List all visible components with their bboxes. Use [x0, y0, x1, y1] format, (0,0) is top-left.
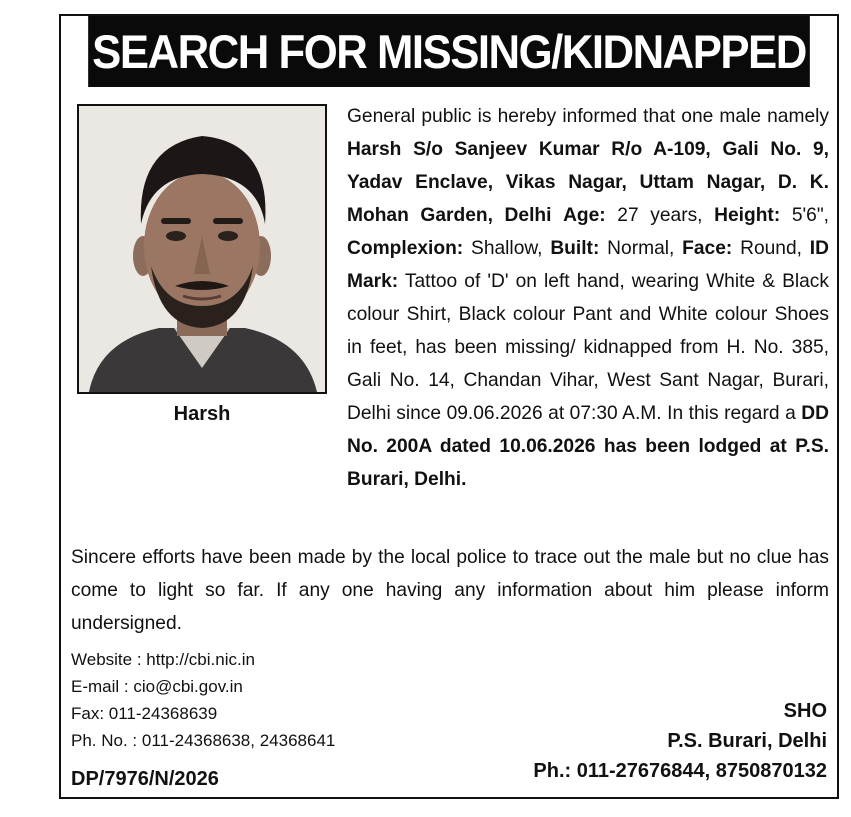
portrait-image [79, 106, 325, 392]
email-line: E-mail : cio@cbi.gov.in [71, 677, 243, 696]
dd-text: DD No. 200A dated 10.06.2026 has been lodged at P.S. Burari, Delhi. [347, 403, 829, 490]
complexion-value: Shallow, [463, 238, 551, 259]
name-address: Harsh S/o Sanjeev Kumar R/o A-109, Gali No. 9, Yadav Enclave, Vikas Nagar, Uttam Nagar, D. K. Mohan Garden, Delhi [347, 139, 829, 226]
face-label: Face: [682, 238, 733, 259]
face-value: Round, [732, 238, 810, 259]
reference-number: DP/7976/N/2026 [71, 768, 219, 790]
built-label: Built: [550, 238, 600, 259]
idmark-label: ID Mark: [347, 238, 829, 292]
idmark-value: Tattoo of 'D' on left hand, wearing White & Black colour Shirt, Black colour Pant and White colour Shoes in feet, has been missing/ kidnapped from H. No. 385, Gali No. 14, Chandan Vihar, West Sant Nagar, Burari, Delhi since 09.06.2026 at 07:30 A.M. In this regard a [347, 271, 829, 424]
description-paragraph [347, 100, 829, 496]
signatory-station: P.S. Burari, Delhi [667, 730, 827, 752]
fax-line: Fax: 011-24368639 [71, 704, 218, 723]
intro-text: General public is hereby informed that one male namely [347, 106, 829, 127]
age-label: Age: [563, 205, 606, 226]
signatory-designation: SHO [783, 700, 827, 722]
age-value: 27 years, [605, 205, 715, 226]
description-column [347, 100, 829, 496]
phone-line: Ph. No. : 011-24368638, 24368641 [71, 731, 336, 750]
notice-title: SEARCH FOR MISSING/KIDNAPPED [88, 16, 810, 87]
signatory-phone: Ph.: 011-27676844, 8750870132 [533, 760, 827, 782]
missing-person-photo [77, 104, 327, 394]
height-value: 5'6", [780, 205, 829, 226]
website-line: Website : http://cbi.nic.in [71, 650, 255, 669]
photo-caption: Harsh [173, 403, 231, 425]
height-label: Height: [714, 205, 781, 226]
built-value: Normal, [599, 238, 683, 259]
complexion-label: Complexion: [347, 238, 464, 259]
appeal-paragraph: Sincere efforts have been made by the local police to trace out the male but no clue has come to light so far. If any one having any information about him please inform undersigned. [71, 547, 829, 634]
missing-person-notice [59, 14, 839, 799]
appeal-section [71, 541, 829, 640]
signatory-block [533, 696, 827, 786]
contact-block [71, 646, 335, 754]
